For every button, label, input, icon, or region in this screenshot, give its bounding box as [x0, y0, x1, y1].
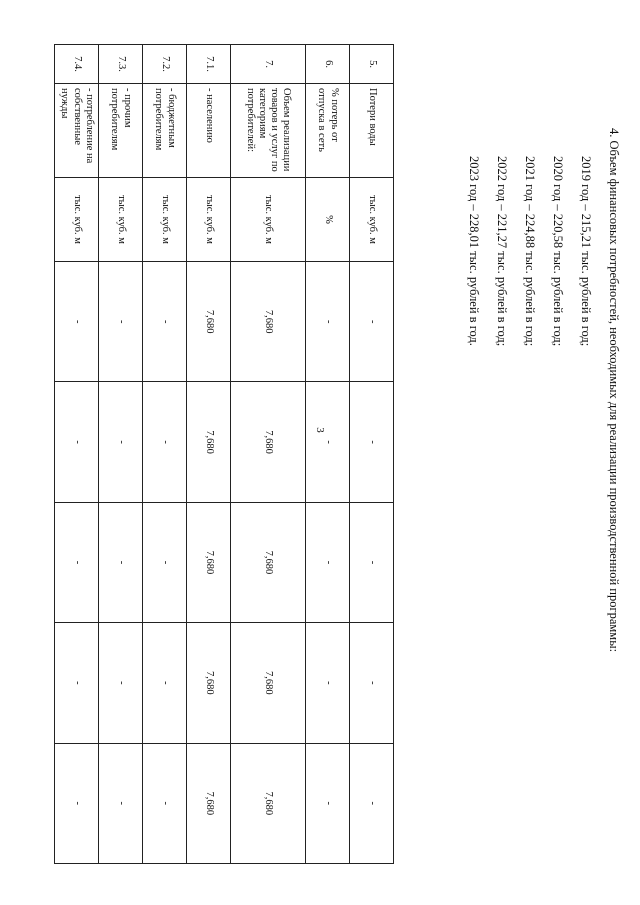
row-number-cell: 7.1.	[187, 45, 231, 84]
row-value-cell: 7,680	[231, 382, 306, 502]
row-value-cell: 7,680	[187, 262, 231, 382]
row-name-cell: - населению	[187, 84, 231, 178]
row-value-cell: -	[350, 382, 394, 502]
row-value-cell: -	[306, 262, 350, 382]
row-value-cell: -	[306, 623, 350, 743]
finance-title: 4. Объем финансовых потребностей, необходимых для реализации производственной программы:	[607, 128, 621, 653]
finance-year-item: 2023 год – 228,01 тыс. рублей в год.	[467, 156, 481, 346]
row-number-cell: 7.2.	[143, 45, 187, 84]
finance-section	[460, 128, 628, 652]
page-number: 3	[314, 427, 326, 433]
row-number-cell: 6.	[306, 45, 350, 84]
row-unit-cell: %	[306, 178, 350, 262]
row-value-cell: -	[306, 502, 350, 622]
table-row	[143, 45, 187, 864]
row-value-cell: -	[350, 262, 394, 382]
row-value-cell: -	[143, 743, 187, 863]
row-value-cell: -	[55, 502, 99, 622]
table-row	[187, 45, 231, 864]
row-name-cell: Потери воды	[350, 84, 394, 178]
row-number-cell: 7.4.	[55, 45, 99, 84]
row-value-cell: -	[55, 743, 99, 863]
finance-year-item: 2022 год – 221,27 тыс. рублей в год;	[495, 156, 509, 347]
table-row	[55, 45, 99, 864]
row-value-cell: 7,680	[187, 502, 231, 622]
row-value-cell: -	[55, 262, 99, 382]
row-value-cell: 7,680	[231, 743, 306, 863]
row-value-cell: -	[99, 262, 143, 382]
row-value-cell: -	[55, 623, 99, 743]
row-value-cell: 7,680	[187, 382, 231, 502]
row-value-cell: 7,680	[231, 502, 306, 622]
row-value-cell: 7,680	[187, 623, 231, 743]
row-number-cell: 5.	[350, 45, 394, 84]
row-number-cell: 7.3.	[99, 45, 143, 84]
row-value-cell: -	[143, 382, 187, 502]
row-unit-cell: тыс. куб. м	[231, 178, 306, 262]
finance-year-item: 2019 год – 215,21 тыс. рублей в год;	[579, 156, 593, 347]
row-value-cell: -	[99, 623, 143, 743]
row-value-cell: 7,680	[231, 623, 306, 743]
row-value-cell: -	[306, 743, 350, 863]
row-value-cell: -	[143, 623, 187, 743]
row-value-cell: 7,680	[187, 743, 231, 863]
row-name-cell: % потерь от отпуска в сеть	[306, 84, 350, 178]
table-row	[231, 45, 306, 864]
row-value-cell: -	[350, 623, 394, 743]
row-value-cell: -	[99, 502, 143, 622]
row-unit-cell: тыс. куб. м	[99, 178, 143, 262]
row-value-cell: -	[306, 382, 350, 502]
row-value-cell: -	[143, 502, 187, 622]
row-unit-cell: тыс. куб. м	[187, 178, 231, 262]
production-program-table	[54, 44, 394, 864]
row-value-cell: -	[55, 382, 99, 502]
row-unit-cell: тыс. куб. м	[143, 178, 187, 262]
finance-years-list	[460, 128, 600, 652]
row-unit-cell: тыс. куб. м	[55, 178, 99, 262]
row-value-cell: -	[99, 743, 143, 863]
table-row	[306, 45, 350, 864]
row-number-cell: 7.	[231, 45, 306, 84]
row-unit-cell: тыс. куб. м	[350, 178, 394, 262]
row-name-cell: - прочим потребителям	[99, 84, 143, 178]
table-row	[350, 45, 394, 864]
finance-year-item: 2021 год – 224,88 тыс. рублей в год;	[523, 156, 537, 347]
table-row	[99, 45, 143, 864]
row-name-cell: - потребление на собственные нужды	[55, 84, 99, 178]
row-value-cell: 7,680	[231, 262, 306, 382]
row-value-cell: -	[143, 262, 187, 382]
row-value-cell: -	[99, 382, 143, 502]
row-value-cell: -	[350, 502, 394, 622]
row-name-cell: - бюджетным потребителям	[143, 84, 187, 178]
finance-year-item: 2020 год – 220,58 тыс. рублей в год;	[551, 156, 565, 347]
row-value-cell: -	[350, 743, 394, 863]
row-name-cell: Объем реализации товаров и услуг по категориям потребителей:	[231, 84, 306, 178]
